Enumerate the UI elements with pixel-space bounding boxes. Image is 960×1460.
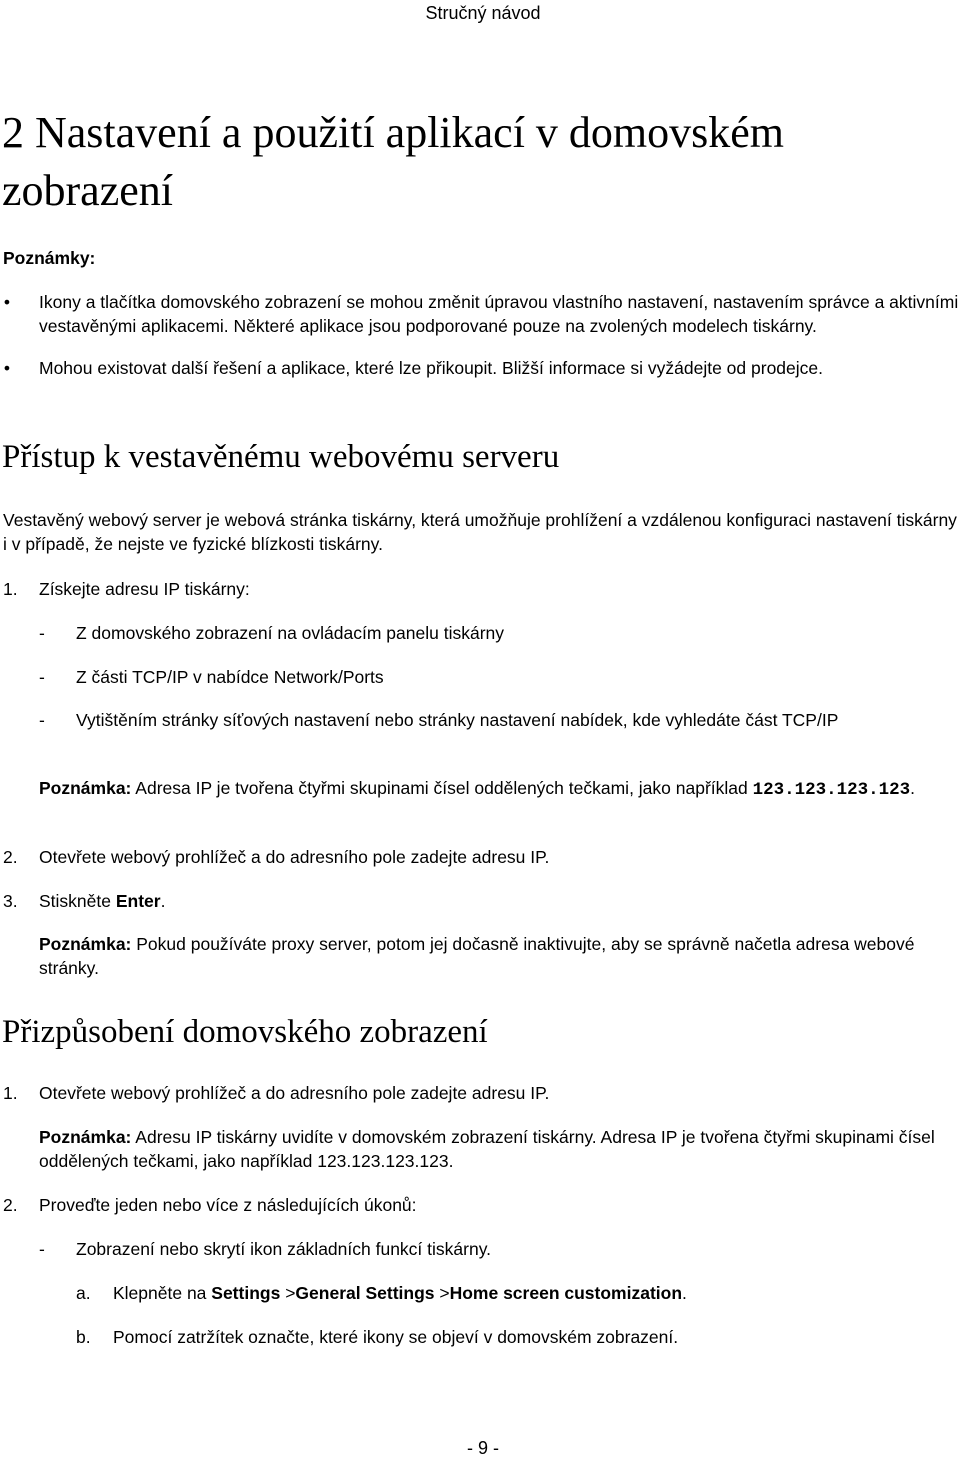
step-number: 1. (3, 579, 18, 599)
menu-general-settings: General Settings (295, 1283, 435, 1303)
web-server-intro: Vestavěný webový server je webová stránka tiskárny, která umožňuje prohlížení a vzdálenou konfiguraci nastavení tiskárny i v případě, že nejste ve fyzické blízkosti tiskárny. (3, 510, 957, 554)
substep-end: . (682, 1283, 687, 1303)
page-number: - 9 - (466, 1438, 499, 1458)
dash-marker: - (39, 623, 45, 643)
note-end: . (910, 778, 916, 798)
menu-home-screen-customization: Home screen customization (449, 1283, 683, 1303)
notes-label-text: Poznámky: (3, 248, 96, 268)
path-sep: > (434, 1283, 450, 1303)
substep-pre: Klepněte na (113, 1283, 212, 1303)
section-title-web-server: Přístup k vestavěnému webovému serveru (2, 439, 560, 475)
note-label: Poznámka: (39, 934, 132, 954)
ip-example: 123.123.123.123 (752, 780, 911, 800)
step-number: 2. (3, 1195, 18, 1215)
note-bullet-1: Ikony a tlačítka domovského zobrazení se mohou změnit úpravou vlastního nastavení, nastavením správce a aktivními vestavěnými aplikacemi. Některé aplikace jsou podporované pouze na zvolených modelech tiskárny. (39, 292, 959, 336)
note-ip-home (39, 1125, 957, 1173)
substep-letter: a. (76, 1283, 91, 1303)
chapter-title: 2 Nastavení a použití aplikací v domovském zobrazení (2, 108, 785, 215)
note-label: Poznámka: (39, 778, 132, 798)
note-proxy (39, 932, 957, 980)
step-number: 2. (3, 847, 18, 867)
step-open-browser: Otevřete webový prohlížeč a do adresního pole zadejte adresu IP. (39, 847, 550, 867)
note-text: Adresa IP je tvořena čtyřmi skupinami čísel oddělených tečkami, jako například (131, 778, 753, 798)
step-press-enter (39, 889, 957, 913)
substep-letter: b. (76, 1327, 91, 1347)
note-text: Adresu IP tiskárny uvidíte v domovském zobrazení tiskárny. Adresa IP je tvořena čtyřmi skupinami čísel oddělených tečkami, jako například 123.123.123.123. (39, 1127, 935, 1171)
step-press-end: . (160, 891, 166, 911)
note-text: Pokud používáte proxy server, potom jej dočasně inaktivujte, aby se správně načetla adresa webové stránky. (39, 934, 915, 978)
step-number: 3. (3, 891, 18, 911)
step-actions: Proveďte jeden nebo více z následujících úkonů: (39, 1195, 417, 1215)
dash-item-network-page: Vytištěním stránky síťových nastavení nebo stránky nastavení nabídek, kde vyhledáte část TCP/IP (76, 710, 839, 730)
dash-marker: - (39, 1239, 45, 1259)
step-press-text: Stiskněte (39, 891, 116, 911)
step-get-ip: Získejte adresu IP tiskárny: (39, 579, 250, 599)
substep-checkboxes: Pomocí zatržítek označte, které ikony se objeví v domovském zobrazení. (113, 1327, 679, 1347)
substep-settings-path (113, 1281, 958, 1305)
notes-label (3, 246, 958, 270)
dash-item-tcpip: Z části TCP/IP v nabídce Network/Ports (76, 667, 384, 687)
dash-marker: - (39, 710, 45, 730)
step-open-browser-2: Otevřete webový prohlížeč a do adresního pole zadejte adresu IP. (39, 1083, 550, 1103)
section-title-customization: Přizpůsobení domovského zobrazení (2, 1014, 488, 1050)
bullet-dot: • (3, 358, 11, 378)
path-sep: > (280, 1283, 296, 1303)
dash-item-home-screen: Z domovského zobrazení na ovládacím panelu tiskárny (76, 623, 505, 643)
step-number: 1. (3, 1083, 18, 1103)
note-ip-format (39, 776, 957, 802)
note-label: Poznámka: (39, 1127, 132, 1147)
enter-key-label: Enter (115, 891, 161, 911)
note-bullet-2: Mohou existovat další řešení a aplikace, které lze přikoupit. Bližší informace si vyžádejte od prodejce. (39, 358, 823, 378)
bullet-dot: • (3, 292, 11, 312)
dash-marker: - (39, 667, 45, 687)
running-header: Stručný návod (425, 3, 541, 23)
menu-settings: Settings (211, 1283, 281, 1303)
dash-item-show-hide: Zobrazení nebo skrytí ikon základních funkcí tiskárny. (76, 1239, 492, 1259)
